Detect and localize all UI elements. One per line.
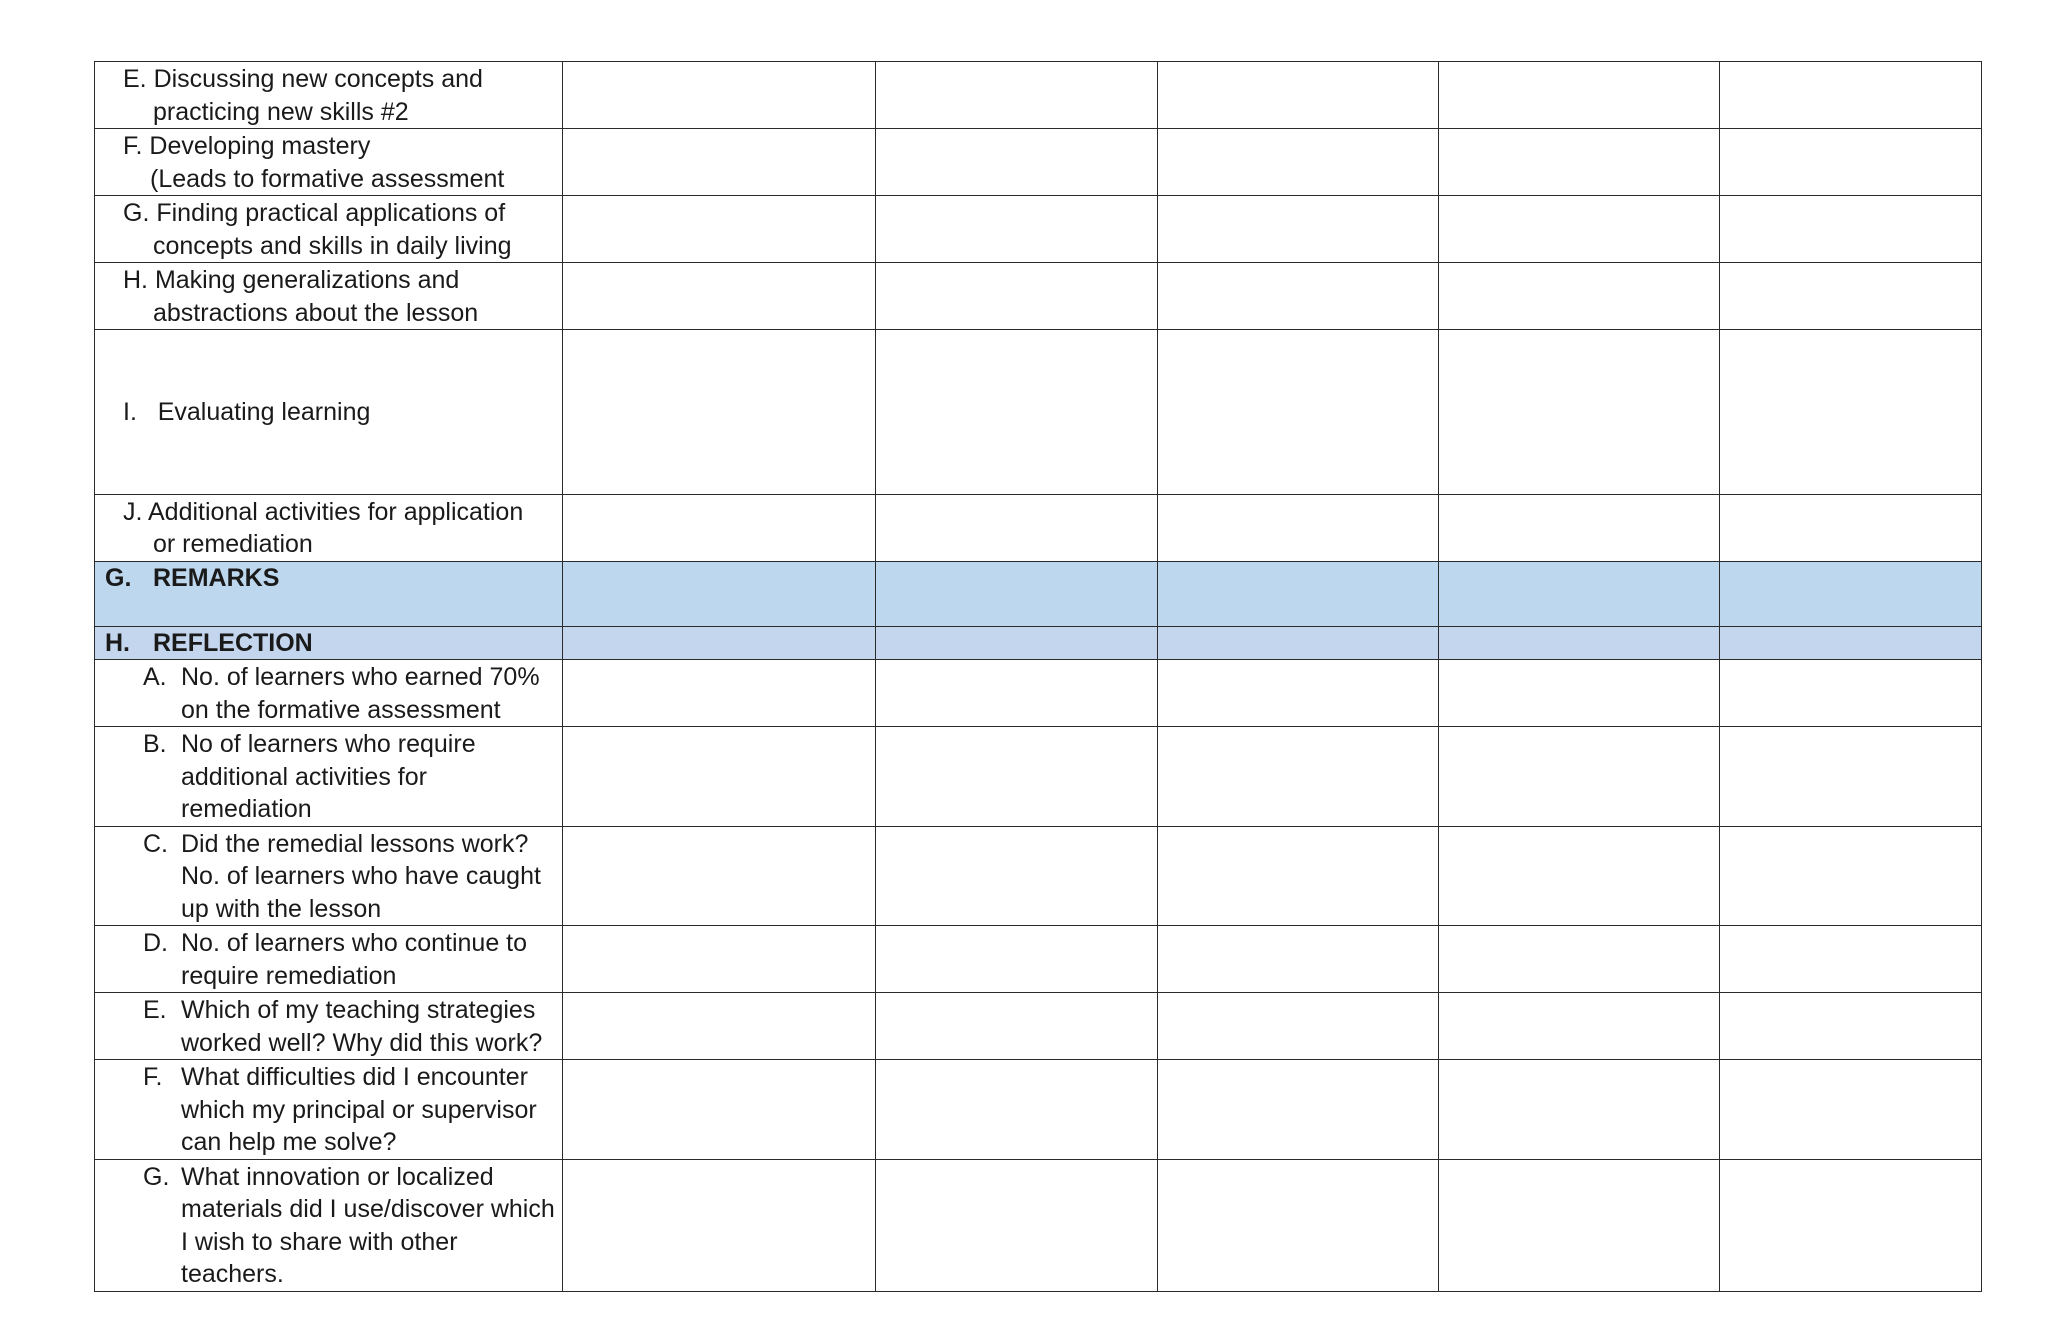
day-cell[interactable] — [1720, 129, 1982, 196]
day-cell[interactable] — [563, 196, 876, 263]
item-marker: C. — [143, 829, 168, 858]
row-label-line: I. Evaluating learning — [123, 398, 371, 426]
row-label-cell — [95, 494, 563, 561]
section-marker: H. — [105, 628, 130, 657]
reflection-cell — [563, 626, 876, 660]
row-label-line: concepts and skills in daily living — [153, 231, 512, 260]
table-row — [95, 993, 1982, 1060]
row-label-line: G. Finding practical applications of — [123, 199, 506, 227]
day-cell[interactable] — [1720, 993, 1982, 1060]
day-cell[interactable] — [1439, 1060, 1720, 1160]
day-cell[interactable] — [876, 330, 1158, 495]
day-cell[interactable] — [563, 62, 876, 129]
day-cell[interactable] — [1439, 62, 1720, 129]
item-marker: D. — [143, 929, 168, 957]
day-cell[interactable] — [1439, 263, 1720, 330]
section-label-cell — [95, 561, 563, 626]
day-cell[interactable] — [1439, 993, 1720, 1060]
day-cell[interactable] — [563, 1159, 876, 1291]
day-cell[interactable] — [1720, 926, 1982, 993]
reflection-cell — [1720, 626, 1982, 660]
row-label-cell — [95, 660, 563, 727]
reflection-header-row — [95, 626, 1982, 660]
table-row — [95, 494, 1982, 561]
day-cell[interactable] — [1158, 62, 1439, 129]
table-row — [95, 826, 1982, 926]
day-cell[interactable] — [1158, 1159, 1439, 1291]
day-cell[interactable] — [1720, 1060, 1982, 1160]
day-cell[interactable] — [1158, 1060, 1439, 1160]
item-marker: F. — [143, 1063, 163, 1091]
row-label-cell — [95, 129, 563, 196]
item-text: Did the remedial lessons work? No. of learners who have caught up with the lesson — [181, 829, 541, 923]
table-row — [95, 263, 1982, 330]
day-cell[interactable] — [1439, 196, 1720, 263]
day-cell[interactable] — [1720, 660, 1982, 727]
table-row — [95, 196, 1982, 263]
table-row — [95, 1060, 1982, 1160]
day-cell[interactable] — [1439, 660, 1720, 727]
day-cell[interactable] — [1158, 926, 1439, 993]
day-cell[interactable] — [563, 993, 876, 1060]
day-cell[interactable] — [1720, 196, 1982, 263]
day-cell[interactable] — [1439, 330, 1720, 495]
item-marker: E. — [143, 996, 167, 1024]
day-cell[interactable] — [876, 1159, 1158, 1291]
table-row — [95, 926, 1982, 993]
day-cell[interactable] — [876, 727, 1158, 827]
row-label-line: (Leads to formative assessment — [150, 164, 505, 193]
section-title: REMARKS — [153, 563, 280, 592]
day-cell[interactable] — [1439, 494, 1720, 561]
day-cell[interactable] — [876, 660, 1158, 727]
row-label-line: E. Discussing new concepts and — [123, 65, 483, 93]
remarks-cell[interactable] — [563, 561, 876, 626]
reflection-cell — [1439, 626, 1720, 660]
day-cell[interactable] — [563, 727, 876, 827]
item-text: Which of my teaching strategies worked well? Why did this work? — [181, 996, 543, 1057]
reflection-cell — [1158, 626, 1439, 660]
row-label-cell — [95, 196, 563, 263]
day-cell[interactable] — [876, 993, 1158, 1060]
day-cell[interactable] — [1720, 494, 1982, 561]
day-cell[interactable] — [1158, 330, 1439, 495]
day-cell[interactable] — [563, 330, 876, 495]
day-cell[interactable] — [563, 826, 876, 926]
item-text: No. of learners who earned 70% on the formative assessment — [181, 663, 540, 724]
item-text: No of learners who require additional activities for remediation — [181, 730, 476, 823]
table-row — [95, 727, 1982, 827]
day-cell[interactable] — [563, 926, 876, 993]
row-label-cell — [95, 1060, 563, 1160]
reflection-cell — [876, 626, 1158, 660]
day-cell[interactable] — [876, 494, 1158, 561]
day-cell[interactable] — [1158, 494, 1439, 561]
remarks-cell[interactable] — [1720, 561, 1982, 626]
day-cell[interactable] — [876, 62, 1158, 129]
day-cell[interactable] — [876, 926, 1158, 993]
row-label-cell — [95, 727, 563, 827]
table-row — [95, 62, 1982, 129]
row-label-line: practicing new skills #2 — [153, 97, 409, 126]
row-label-line: abstractions about the lesson — [153, 298, 479, 327]
day-cell[interactable] — [563, 263, 876, 330]
section-title: REFLECTION — [153, 628, 313, 657]
day-cell[interactable] — [876, 826, 1158, 926]
row-label-line: F. Developing mastery — [123, 132, 371, 160]
item-marker: B. — [143, 730, 167, 758]
section-marker: G. — [105, 563, 132, 592]
table-row — [95, 1159, 1982, 1291]
day-cell[interactable] — [1720, 330, 1982, 495]
day-cell[interactable] — [1158, 993, 1439, 1060]
row-label-cell — [95, 926, 563, 993]
day-cell[interactable] — [1439, 129, 1720, 196]
row-label-cell — [95, 330, 563, 495]
item-marker: G. — [143, 1162, 170, 1191]
item-text: No. of learners who continue to require remediation — [181, 929, 528, 990]
day-cell[interactable] — [1158, 660, 1439, 727]
day-cell[interactable] — [1158, 129, 1439, 196]
row-label-line: H. Making generalizations and — [123, 266, 460, 294]
row-label-cell — [95, 993, 563, 1060]
item-text: What difficulties did I encounter which my principal or supervisor can help me solve? — [181, 1063, 537, 1156]
lesson-log-table — [94, 61, 1982, 1292]
remarks-cell[interactable] — [1158, 561, 1439, 626]
day-cell[interactable] — [1720, 62, 1982, 129]
day-cell[interactable] — [563, 1060, 876, 1160]
day-cell[interactable] — [1439, 926, 1720, 993]
table-row — [95, 129, 1982, 196]
item-marker: A. — [143, 663, 167, 691]
day-cell[interactable] — [1158, 196, 1439, 263]
day-cell[interactable] — [1720, 826, 1982, 926]
remarks-cell[interactable] — [876, 561, 1158, 626]
day-cell[interactable] — [1720, 263, 1982, 330]
day-cell[interactable] — [1720, 727, 1982, 827]
day-cell[interactable] — [563, 660, 876, 727]
section-label-cell — [95, 626, 563, 660]
day-cell[interactable] — [876, 1060, 1158, 1160]
row-label-cell — [95, 1159, 563, 1291]
row-label-line: or remediation — [153, 530, 313, 558]
row-label-line: J. Additional activities for application — [123, 497, 524, 526]
table-row — [95, 660, 1982, 727]
day-cell[interactable] — [563, 494, 876, 561]
remarks-row — [95, 561, 1982, 626]
day-cell[interactable] — [876, 263, 1158, 330]
item-text: What innovation or localized materials did I use/discover which I wish to share with other teachers. — [181, 1162, 555, 1288]
day-cell[interactable] — [876, 129, 1158, 196]
day-cell[interactable] — [1158, 727, 1439, 827]
row-label-cell — [95, 826, 563, 926]
row-label-cell — [95, 263, 563, 330]
day-cell[interactable] — [1158, 263, 1439, 330]
day-cell[interactable] — [1158, 826, 1439, 926]
day-cell[interactable] — [1439, 1159, 1720, 1291]
day-cell[interactable] — [876, 196, 1158, 263]
day-cell[interactable] — [1439, 727, 1720, 827]
day-cell[interactable] — [563, 129, 876, 196]
day-cell[interactable] — [1720, 1159, 1982, 1291]
day-cell[interactable] — [1439, 826, 1720, 926]
table-row — [95, 330, 1982, 495]
row-label-cell — [95, 62, 563, 129]
remarks-cell[interactable] — [1439, 561, 1720, 626]
